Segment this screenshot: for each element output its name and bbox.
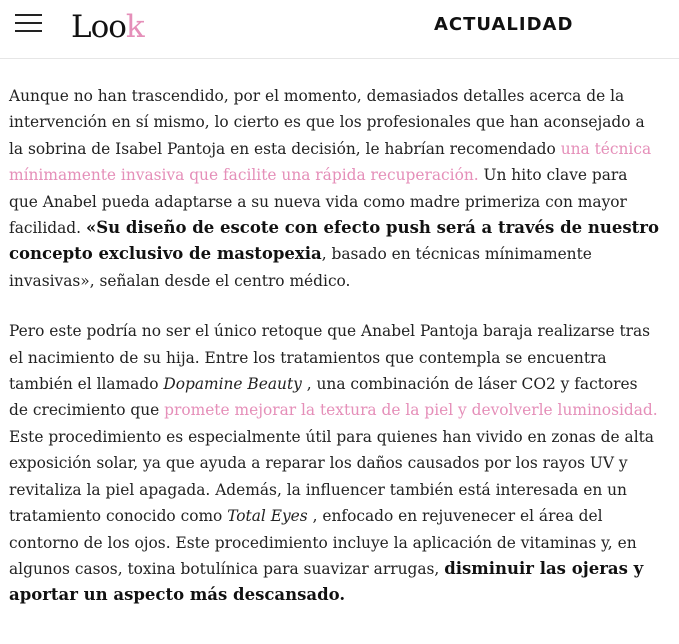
p2-emphasis-1: Dopamine Beauty <box>163 375 302 394</box>
section-title[interactable]: ACTUALIDAD <box>434 14 574 35</box>
p1-text-1: Aunque no han trascendido, por el momento, demasiados detalles acerca de la intervención en sí mismo, lo cierto es que los profesionales que han aconsejado a la sobrina de Isabel Pantoja en esta decisión, le habrían recomendado <box>9 87 645 158</box>
p1-text-3: , basado en técnicas mínimamente invasivas», señalan desde el centro médico. <box>9 245 592 290</box>
p2-text-3: Este procedimiento es especialmente útil para quienes han vivido en zonas de alta exposición solar, ya que ayuda a reparar los daños causados por los rayos UV y revitaliza la piel apagada. Además, la influencer también está interesada en un tratamiento conocido como <box>9 427 654 526</box>
menu-bar-bottom <box>15 30 42 32</box>
p2-link[interactable]: promete mejorar la textura de la piel y devolverle luminosidad. <box>164 401 658 420</box>
hamburger-menu-icon[interactable] <box>15 14 42 33</box>
article-body <box>9 83 661 633</box>
site-header <box>0 0 679 59</box>
p1-text-2: Un hito clave para que Anabel pueda adaptarse a su nueva vida como madre primeriza con mayor facilidad. <box>9 166 628 238</box>
paragraph-2 <box>9 318 661 608</box>
p2-text-4: , enfocado en rejuvenecer el área del contorno de los ojos. Este procedimiento incluye la aplicación de vitaminas y, en algunos casos, toxina botulínica para suavizar arrugas, <box>9 507 637 578</box>
site-logo[interactable] <box>71 5 144 49</box>
menu-bar-top <box>15 14 42 16</box>
p2-bold-text: disminuir las ojeras y aportar un aspecto más descansado. <box>9 558 644 605</box>
logo-check-mark: k <box>125 9 144 45</box>
p1-bold-quote: «Su diseño de escote con efecto push será a través de nuestro concepto exclusivo de mastopexia <box>9 218 659 264</box>
paragraph-1 <box>9 83 661 294</box>
p2-text-2: , una combinación de láser CO2 y factores de crecimiento que <box>9 375 638 420</box>
menu-bar-middle <box>15 22 42 24</box>
p2-emphasis-2: Total Eyes <box>227 507 308 526</box>
logo-text: Loo <box>71 9 126 45</box>
p1-link[interactable]: una técnica mínimamente invasiva que facilite una rápida recuperación. <box>9 139 652 185</box>
p2-text-1: Pero este podría no ser el único retoque que Anabel Pantoja baraja realizarse tras el nacimiento de su hija. Entre los tratamientos que contempla se encuentra también el llamado <box>9 322 651 394</box>
